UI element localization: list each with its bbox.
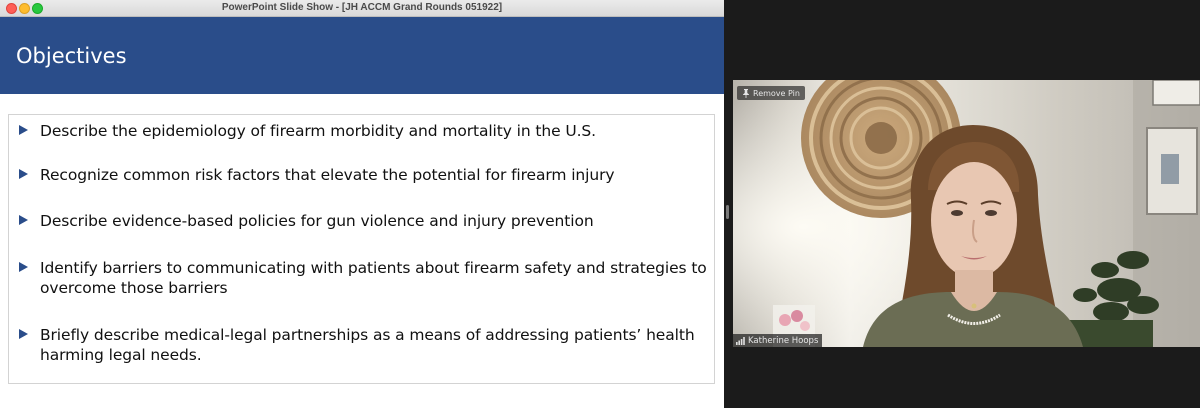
bullet-text: Identify barriers to communicating with patients about firearm safety and strategies to overcome those barriers	[40, 259, 707, 297]
bullet-item	[19, 325, 709, 365]
triangle-bullet-icon	[19, 329, 28, 339]
participant-name: Katherine Hoops	[748, 335, 819, 346]
bullet-item	[19, 165, 709, 185]
triangle-bullet-icon	[19, 215, 28, 225]
triangle-bullet-icon	[19, 125, 28, 135]
bullet-item	[19, 211, 709, 231]
triangle-bullet-icon	[19, 169, 28, 179]
bullet-text: Briefly describe medical-legal partnerships as a means of addressing patients’ health harming legal needs.	[40, 326, 695, 364]
bullet-text: Describe evidence-based policies for gun violence and injury prevention	[40, 212, 594, 230]
window-title: PowerPoint Slide Show - [JH ACCM Grand Rounds 051922]	[221, 2, 503, 13]
slide-content-box	[8, 114, 715, 384]
triangle-bullet-icon	[19, 262, 28, 272]
pin-icon	[742, 89, 750, 98]
bullet-item	[19, 258, 709, 298]
signal-bars-icon	[736, 337, 745, 345]
slide-header	[0, 17, 724, 94]
bullet-text: Describe the epidemiology of firearm morbidity and mortality in the U.S.	[40, 122, 597, 140]
bullet-text: Recognize common risk factors that elevate the potential for firearm injury	[40, 166, 615, 184]
bullet-item	[19, 121, 709, 141]
window-titlebar[interactable]	[0, 0, 724, 17]
video-frame	[733, 80, 1200, 347]
participant-name-tag	[733, 334, 822, 347]
remove-pin-label: Remove Pin	[753, 88, 800, 98]
slide-title: Objectives	[16, 44, 127, 68]
split-resize-handle[interactable]	[726, 205, 729, 219]
remove-pin-button[interactable]	[737, 86, 805, 100]
participant-video-tile[interactable]	[733, 80, 1200, 347]
